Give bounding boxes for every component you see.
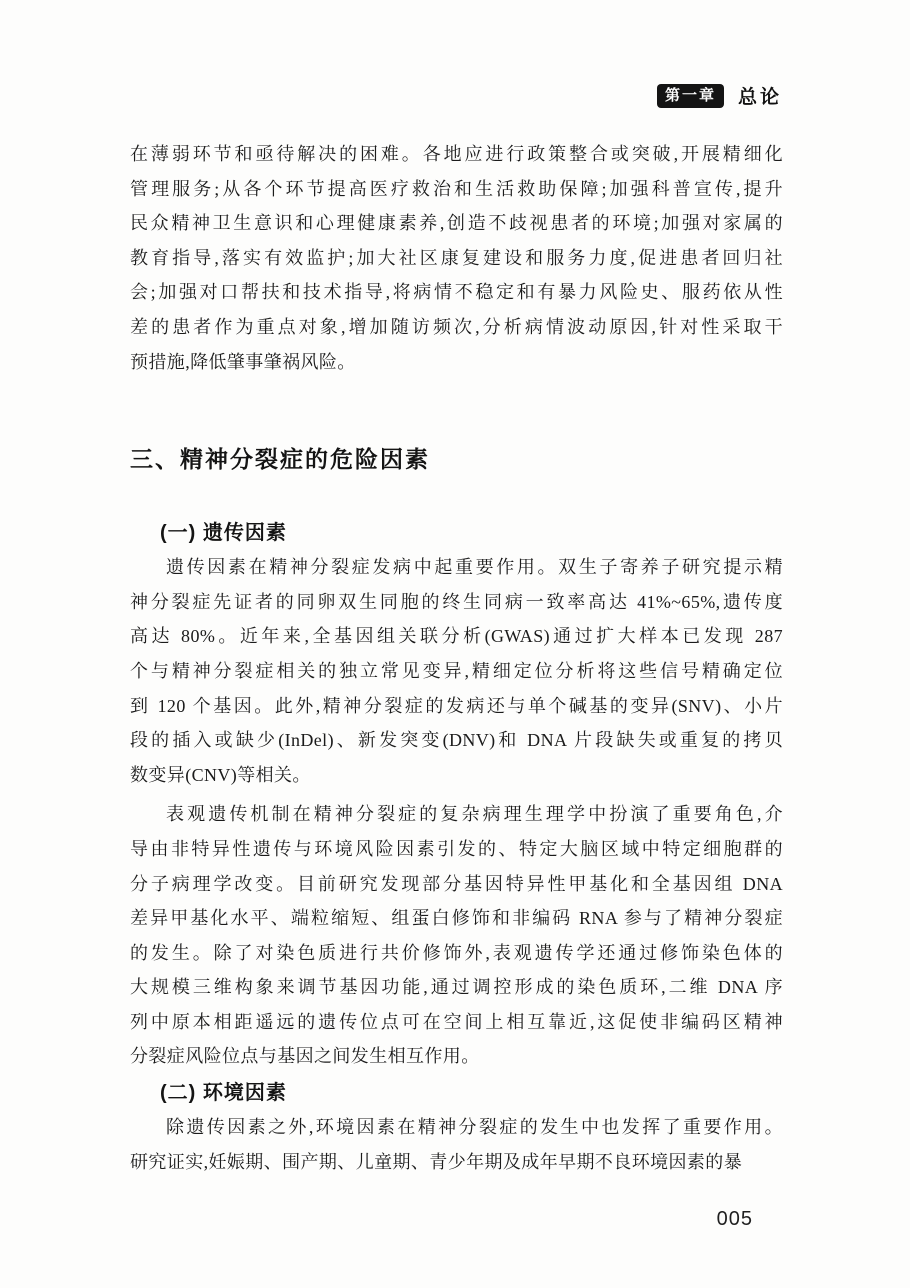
chapter-badge [657,84,724,108]
subsection-heading-genetic-factors: (一) 遗传因素 [160,522,287,545]
body-line: 管理服务;从各个环节提高医疗救治和生活救助保障;加强科普宣传,提升 [130,178,783,199]
body-line: 研究证实,妊娠期、围产期、儿童期、青少年期及成年早期不良环境因素的暴 [130,1151,743,1172]
page-header [0,82,782,109]
paragraph-genetic-1 [130,550,783,792]
body-line: 数变异(CNV)等相关。 [130,764,311,785]
body-line: 的发生。除了对染色质进行共价修饰外,表观遗传学还通过修饰染色体的 [130,942,783,963]
chapter-title: 总论 [737,87,782,108]
body-line: 导由非特异性遗传与环境风险因素引发的、特定大脑区域中特定细胞群的 [130,838,783,859]
body-line: 在薄弱环节和亟待解决的困难。各地应进行政策整合或突破,开展精细化 [130,144,783,164]
body-line: 大规模三维构象来调节基因功能,通过调控形成的染色质环,二维 DNA 序 [130,977,783,998]
body-line: 分裂症风险位点与基因之间发生相互作用。 [130,1046,480,1067]
subsection-heading-environment-factors: (二) 环境因素 [160,1082,287,1105]
body-line: 个与精神分裂症相关的独立常见变异,精细定位分析将这些信号精确定位 [130,660,783,681]
body-line: 神分裂症先证者的同卵双生同胞的终生同病一致率高达 41%~65%,遗传度 [130,591,783,612]
body-line: 差异甲基化水平、端粒缩短、组蛋白修饰和非编码 RNA 参与了精神分裂症 [130,908,783,929]
paragraph-genetic-2 [130,797,783,1074]
paragraph-policy-continuation [130,137,783,379]
body-line: 教育指导,落实有效监护;加大社区康复建设和服务力度,促进患者回归社 [130,247,783,268]
body-line: 预措施,降低肇事肇祸风险。 [130,351,356,372]
chapter-badge-label: 第一章 [664,86,716,104]
body-line: 差的患者作为重点对象,增加随访频次,分析病情波动原因,针对性采取干 [130,316,783,337]
body-line: 会;加强对口帮扶和技术指导,将病情不稳定和有暴力风险史、服药依从性 [130,282,783,303]
body-line: 分子病理学改变。目前研究发现部分基因特异性甲基化和全基因组 DNA [130,873,783,894]
body-line: 遗传因素在精神分裂症发病中起重要作用。双生子寄养子研究提示精 [166,557,783,578]
body-line: 列中原本相距遥远的遗传位点可在空间上相互靠近,这促使非编码区精神 [130,1011,783,1032]
body-line: 到 120 个基因。此外,精神分裂症的发病还与单个碱基的变异(SNV)、小片 [130,695,783,716]
page-footer [717,1208,753,1231]
page-body-text [130,135,783,1179]
body-line: 除遗传因素之外,环境因素在精神分裂症的发生中也发挥了重要作用。 [166,1117,783,1138]
body-line: 段的插入或缺少(InDel)、新发突变(DNV)和 DNA 片段缺失或重复的拷贝 [130,730,783,751]
body-line: 高达 80%。近年来,全基因组关联分析(GWAS)通过扩大样本已发现 287 [130,626,783,647]
body-line: 表观遗传机制在精神分裂症的复杂病理生理学中扮演了重要角色,介 [166,804,783,825]
section-heading-risk-factors: 三、精神分裂症的危险因素 [130,446,430,473]
body-line: 民众精神卫生意识和心理健康素养,创造不歧视患者的环境;加强对家属的 [130,213,783,234]
page-number: 005 [716,1208,753,1230]
paragraph-environment-1 [130,1110,783,1179]
